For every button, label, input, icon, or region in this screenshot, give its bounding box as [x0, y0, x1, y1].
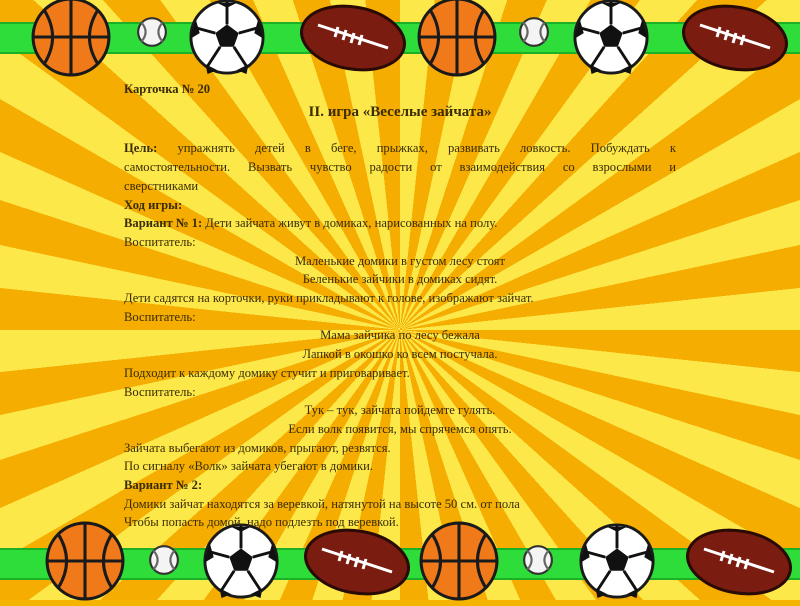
teacher-label: Воспитатель: [124, 234, 196, 249]
action-line: Дети садятся на корточки, руки прикладывают к голове, изображают зайчат. [124, 291, 534, 306]
variant-1-line [124, 214, 676, 233]
basketball-icon [418, 520, 500, 602]
teacher-label: Воспитатель: [124, 384, 196, 399]
action-line: По сигналу «Волк» зайчата убегают в домики. [124, 459, 374, 474]
action-line: Подходит к каждому домику стучит и приговаривает. [124, 365, 410, 380]
goal-label: Цель: [124, 141, 158, 156]
card-number: Карточка № 20 [124, 82, 211, 96]
football-icon [298, 2, 408, 74]
goal-line-2: самостоятельности. Вызвать чувство радости от взаимодействия со взрослыми и [124, 160, 676, 175]
basketball-icon [44, 520, 126, 602]
soccer-ball-icon [572, 0, 650, 76]
variant-1-text: Дети зайчата живут в домиках, нарисованных на полу. [202, 216, 498, 231]
verse-line: Беленькие зайчики в домиках сидят. [302, 272, 498, 287]
variant-2-line: Домики зайчат находятся за веревкой, натянутой на высоте 50 см. от пола [124, 496, 520, 511]
action-line: Зайчата выбегают из домиков, прыгают, резвятся. [124, 440, 391, 455]
soccer-ball-icon [188, 0, 266, 76]
soccer-ball-icon [578, 522, 656, 600]
variant-2-label: Вариант № 2: [124, 478, 203, 493]
game-card [124, 80, 676, 532]
goal-line-3: сверстниками [124, 178, 199, 193]
football-icon [684, 526, 794, 598]
card-title: II. игра «Веселые зайчата» [308, 103, 492, 120]
variant-2-line: Чтобы попасть домой, надо подлезть под веревкой. [124, 515, 399, 530]
tennis-ball-icon [518, 16, 550, 48]
tennis-ball-icon [148, 544, 180, 576]
football-icon [680, 2, 790, 74]
verse-line: Тук – тук, зайчата пойдемте гулять. [304, 403, 496, 418]
soccer-ball-icon [202, 522, 280, 600]
tennis-ball-icon [136, 16, 168, 48]
top-sports-border [0, 0, 800, 80]
basketball-icon [30, 0, 112, 78]
goal-text: упражнять детей в беге, прыжках, развивать ловкость. Побуждать к [157, 141, 676, 156]
verse-line: Лапкой в окошко ко всем постучала. [302, 347, 498, 362]
verse-line: Мама зайчика по лесу бежала [320, 328, 480, 343]
basketball-icon [416, 0, 498, 78]
football-icon [302, 526, 412, 598]
verse-line: Если волк появится, мы спрячемся опять. [288, 421, 512, 436]
goal-line [124, 139, 676, 158]
variant-1-label: Вариант № 1: [124, 216, 203, 231]
progress-heading: Ход игры: [124, 197, 183, 212]
tennis-ball-icon [522, 544, 554, 576]
teacher-label: Воспитатель: [124, 309, 196, 324]
verse-line: Маленькие домики в густом лесу стоят [294, 253, 506, 268]
